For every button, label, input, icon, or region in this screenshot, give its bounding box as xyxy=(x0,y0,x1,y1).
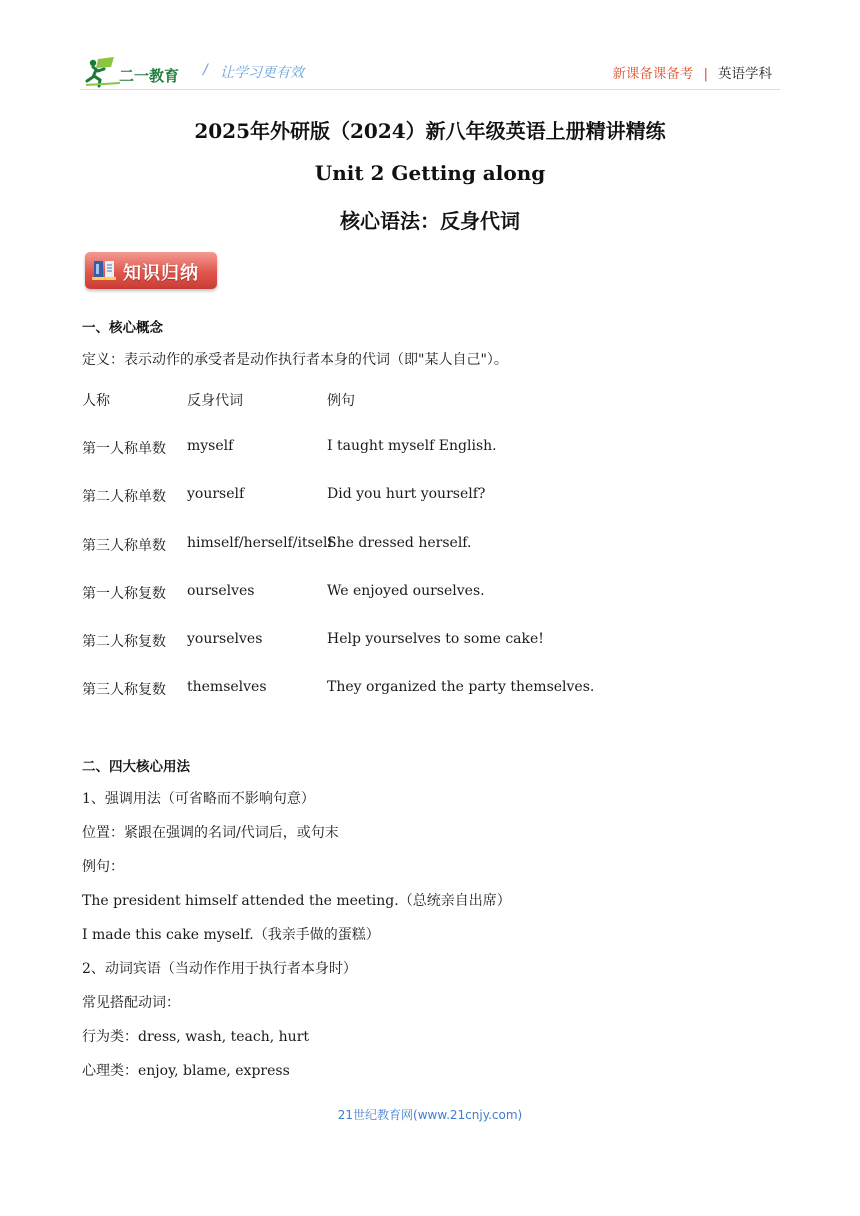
table-cell-pronoun: yourself xyxy=(187,486,245,502)
section1-heading: 一、核心概念 xyxy=(82,320,163,336)
table-cell-person: 第二人称复数 xyxy=(82,634,166,650)
table-header-cell: 例句 xyxy=(327,393,355,409)
table-cell-pronoun: yourselves xyxy=(187,631,263,647)
knowledge-badge xyxy=(85,252,217,289)
usage-line: 位置：紧跟在强调的名词/代词后，或句末 xyxy=(82,825,339,841)
logo xyxy=(84,55,194,89)
runner-logo-icon xyxy=(84,55,124,89)
usage-line: I made this cake myself.（我亲手做的蛋糕） xyxy=(82,927,380,943)
slogan: 让学习更有效 xyxy=(220,65,304,81)
table-header-cell: 反身代词 xyxy=(187,393,243,409)
table-cell-example: She dressed herself. xyxy=(327,535,472,551)
table-cell-person: 第三人称复数 xyxy=(82,682,166,698)
table-cell-pronoun: themselves xyxy=(187,679,267,695)
usage-line: 常见搭配动词： xyxy=(82,995,180,1011)
table-cell-example: They organized the party themselves. xyxy=(327,679,595,695)
book-icon xyxy=(91,257,119,283)
table-cell-person: 第一人称复数 xyxy=(82,586,166,602)
definition-text: 定义：表示动作的承受者是动作执行者本身的代词（即"某人自己"）。 xyxy=(82,352,508,368)
header-subject: 英语学科 xyxy=(718,66,772,82)
grammar-title: 核心语法：反身代词 xyxy=(340,209,520,233)
table-cell-pronoun: himself/herself/itself xyxy=(187,535,333,551)
table-cell-example: Did you hurt yourself? xyxy=(327,486,486,502)
logo-text: 二一教育 xyxy=(119,67,180,85)
header-right xyxy=(612,62,772,82)
usage-line: 例句： xyxy=(82,859,124,875)
usage-line: 心理类：enjoy, blame, express xyxy=(82,1063,290,1079)
table-cell-pronoun: myself xyxy=(187,438,234,454)
section2-heading: 二、四大核心用法 xyxy=(82,759,190,775)
table-cell-example: Help yourselves to some cake! xyxy=(327,631,544,647)
usage-line: 1、强调用法（可省略而不影响句意） xyxy=(82,791,315,807)
page-footer: 21世纪教育网(www.21cnjy.com) xyxy=(337,1108,523,1122)
usage-line: 2、动词宾语（当动作作用于执行者本身时） xyxy=(82,961,357,977)
table-header-cell: 人称 xyxy=(82,393,110,409)
page-header xyxy=(0,0,860,96)
header-divider xyxy=(80,89,780,90)
table-cell-example: I taught myself English. xyxy=(327,438,497,454)
slogan-separator: / xyxy=(203,62,208,78)
doc-title: 2025年外研版（2024）新八年级英语上册精讲精练 xyxy=(194,119,666,143)
unit-title: Unit 2 Getting along xyxy=(314,161,546,185)
table-cell-person: 第一人称单数 xyxy=(82,441,166,457)
table-cell-pronoun: ourselves xyxy=(187,583,255,599)
badge-label: 知识归纳 xyxy=(123,263,199,284)
usage-line: The president himself attended the meeting.（总统亲自出席） xyxy=(82,893,511,909)
header-separator: | xyxy=(703,66,708,82)
table-cell-person: 第三人称单数 xyxy=(82,538,166,554)
table-cell-person: 第二人称单数 xyxy=(82,489,166,505)
header-tagline: 新课备课备考 xyxy=(612,66,694,82)
table-cell-example: We enjoyed ourselves. xyxy=(327,583,485,599)
usage-line: 行为类：dress, wash, teach, hurt xyxy=(82,1029,310,1045)
